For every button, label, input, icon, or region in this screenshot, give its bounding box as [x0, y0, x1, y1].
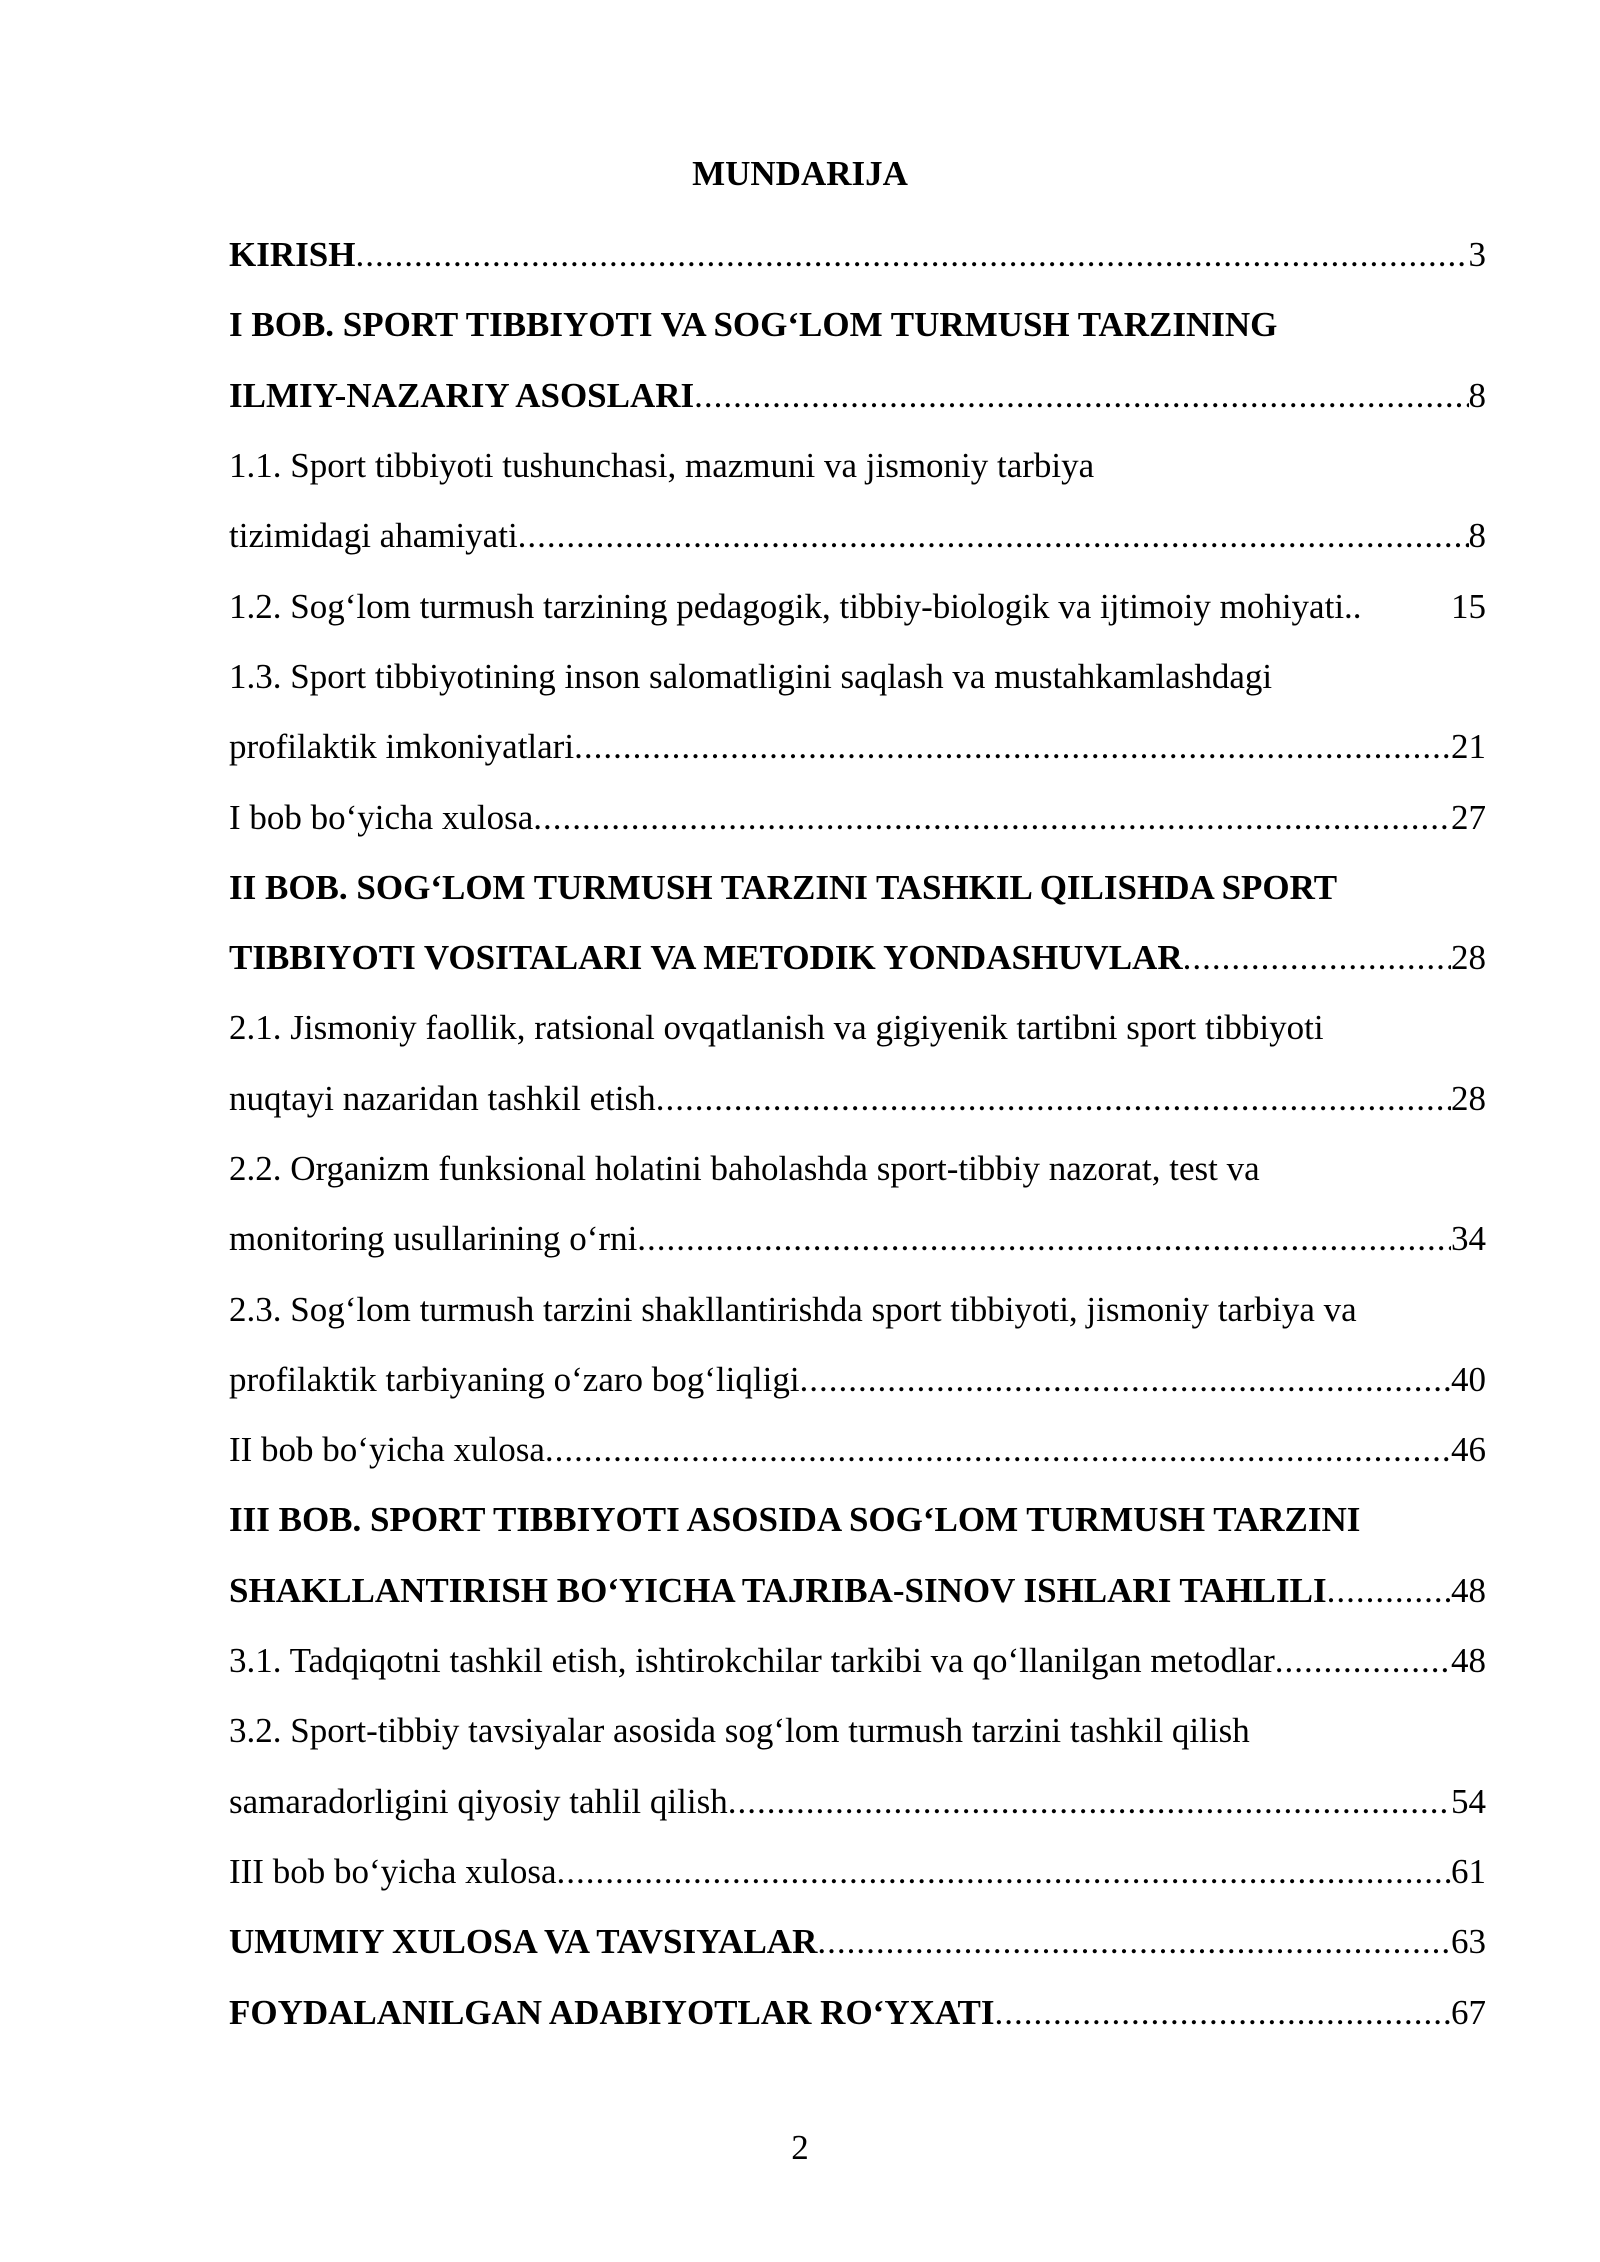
toc-entry-text: monitoring usullarining o‘rni: [229, 1219, 638, 1259]
toc-entry: [229, 1415, 1486, 1485]
toc-entry: [229, 220, 1486, 290]
toc-page-number: 21: [1451, 727, 1486, 767]
table-of-contents: [229, 220, 1486, 2048]
toc-page-number: 63: [1451, 1922, 1486, 1962]
toc-entry-text: nuqtayi nazaridan tashkil etish: [229, 1078, 656, 1118]
toc-entry: [229, 1274, 1486, 1344]
toc-page-number: 54: [1451, 1781, 1486, 1821]
toc-dot-leader: [728, 1782, 1451, 1822]
toc-entry-text: 1.2. Sog‘lom turmush tarzining pedagogik, tibbiy-biologik va ijtimoiy mohiyati..: [229, 586, 1362, 626]
toc-entry: [229, 923, 1486, 993]
toc-entry: [229, 431, 1486, 501]
toc-entry: [229, 1626, 1486, 1696]
toc-entry-text: tizimidagi ahamiyati: [229, 516, 518, 556]
toc-page-number: 15: [1451, 586, 1486, 626]
toc-entry: [229, 1696, 1486, 1766]
toc-page-number: 8: [1468, 375, 1486, 415]
toc-page-number: 67: [1451, 1992, 1486, 2032]
toc-entry-text: I BOB. SPORT TIBBIYOTI VA SOG‘LOM TURMUSH TARZINING: [229, 305, 1278, 345]
toc-entry: [229, 712, 1486, 782]
toc-entry: [229, 361, 1486, 431]
toc-entry: [229, 1345, 1486, 1415]
toc-entry: [229, 290, 1486, 360]
toc-entry-text: 2.2. Organizm funksional holatini baholashda sport-tibbiy nazorat, test va: [229, 1149, 1260, 1188]
toc-entry-text: 1.1. Sport tibbiyoti tushunchasi, mazmuni va jismoniy tarbiya: [229, 446, 1095, 486]
toc-dot-leader: [533, 798, 1451, 838]
toc-dot-leader: [557, 1852, 1451, 1892]
toc-dot-leader: [574, 727, 1451, 767]
toc-entry: [229, 993, 1486, 1063]
toc-dot-leader: [1183, 938, 1451, 978]
toc-entry-text: profilaktik imkoniyatlari: [229, 727, 575, 767]
toc-dot-leader: [518, 516, 1469, 556]
toc-entry: [229, 1907, 1486, 1977]
toc-dot-leader: [656, 1079, 1451, 1119]
toc-dot-leader: [637, 1219, 1451, 1259]
toc-entry-text: profilaktik tarbiyaning o‘zaro bog‘liqligi: [229, 1359, 800, 1399]
toc-dot-leader: [995, 1993, 1451, 2033]
page-title: MUNDARIJA: [692, 154, 908, 193]
toc-page-number: 40: [1451, 1359, 1486, 1399]
toc-entry-text: II BOB. SOG‘LOM TURMUSH TARZINI TASHKIL QILISHDA SPORT: [229, 867, 1338, 907]
toc-entry-text: 3.2. Sport-tibbiy tavsiyalar asosida sog‘lom turmush tarzini tashkil qilish: [229, 1711, 1250, 1751]
toc-page-number: 48: [1451, 1570, 1486, 1610]
toc-entry: [229, 1767, 1486, 1837]
toc-page-number: 3: [1468, 235, 1486, 275]
toc-entry: [229, 1485, 1486, 1555]
toc-entry: [229, 501, 1486, 571]
toc-page-number: 46: [1451, 1430, 1486, 1470]
toc-entry-text: samaradorligini qiyosiy tahlil qilish: [229, 1781, 728, 1821]
toc-dot-leader: [545, 1430, 1451, 1470]
toc-entry: [229, 642, 1486, 712]
toc-dot-leader: [355, 235, 1468, 275]
toc-entry-text: III bob bo‘yicha xulosa: [229, 1851, 557, 1891]
toc-entry-text: UMUMIY XULOSA VA TAVSIYALAR: [229, 1922, 818, 1962]
toc-page-number: 28: [1451, 938, 1486, 978]
toc-entry-text: III BOB. SPORT TIBBIYOTI ASOSIDA SOG‘LOM TURMUSH TARZINI: [229, 1500, 1361, 1540]
toc-dot-leader: [694, 376, 1468, 416]
toc-entry-text: SHAKLLANTIRISH BO‘YICHA TAJRIBA-SINOV ISHLARI TAHLILI: [229, 1570, 1327, 1610]
toc-entry-text: I bob bo‘yicha xulosa: [229, 797, 534, 837]
toc-entry-text: 2.1. Jismoniy faollik, ratsional ovqatlanish va gigiyenik tartibni sport tibbiyoti: [229, 1008, 1324, 1048]
toc-entry: [229, 1556, 1486, 1626]
page-number: 2: [791, 2128, 809, 2167]
toc-page-number: 48: [1451, 1641, 1486, 1681]
toc-entry: [229, 853, 1486, 923]
toc-dot-leader: [1275, 1641, 1451, 1681]
toc-entry: [229, 1837, 1486, 1907]
toc-entry: [229, 1204, 1486, 1274]
toc-entry-text: ILMIY-NAZARIY ASOSLARI: [229, 375, 695, 415]
toc-page-number: 34: [1451, 1219, 1486, 1259]
toc-entry-text: 1.3. Sport tibbiyotining inson salomatligini saqlash va mustahkamlashdagi: [229, 656, 1273, 696]
toc-dot-leader: [1327, 1571, 1451, 1611]
toc-entry-text: FOYDALANILGAN ADABIYOTLAR RO‘YXATI: [229, 1992, 995, 2032]
toc-entry-text: 3.1. Tadqiqotni tashkil etish, ishtirokchilar tarkibi va qo‘llanilgan metodlar: [229, 1641, 1275, 1681]
toc-entry-text: KIRISH: [229, 235, 356, 275]
toc-entry: [229, 782, 1486, 852]
toc-page-number: 8: [1468, 516, 1486, 556]
toc-page-number: 27: [1451, 797, 1486, 837]
toc-entry: [229, 1977, 1486, 2047]
toc-entry: [229, 1064, 1486, 1134]
toc-page-number: 61: [1451, 1851, 1486, 1891]
toc-dot-leader: [817, 1922, 1451, 1962]
toc-entry: [229, 1134, 1486, 1204]
toc-entry-text: II bob bo‘yicha xulosa: [229, 1430, 545, 1470]
toc-page-number: 28: [1451, 1078, 1486, 1118]
toc-dot-leader: [800, 1360, 1451, 1400]
toc-entry: [229, 571, 1486, 641]
toc-entry-text: TIBBIYOTI VOSITALARI VA METODIK YONDASHUVLAR: [229, 938, 1183, 978]
toc-entry-text: 2.3. Sog‘lom turmush tarzini shakllantirishda sport tibbiyoti, jismoniy tarbiya va: [229, 1289, 1357, 1329]
